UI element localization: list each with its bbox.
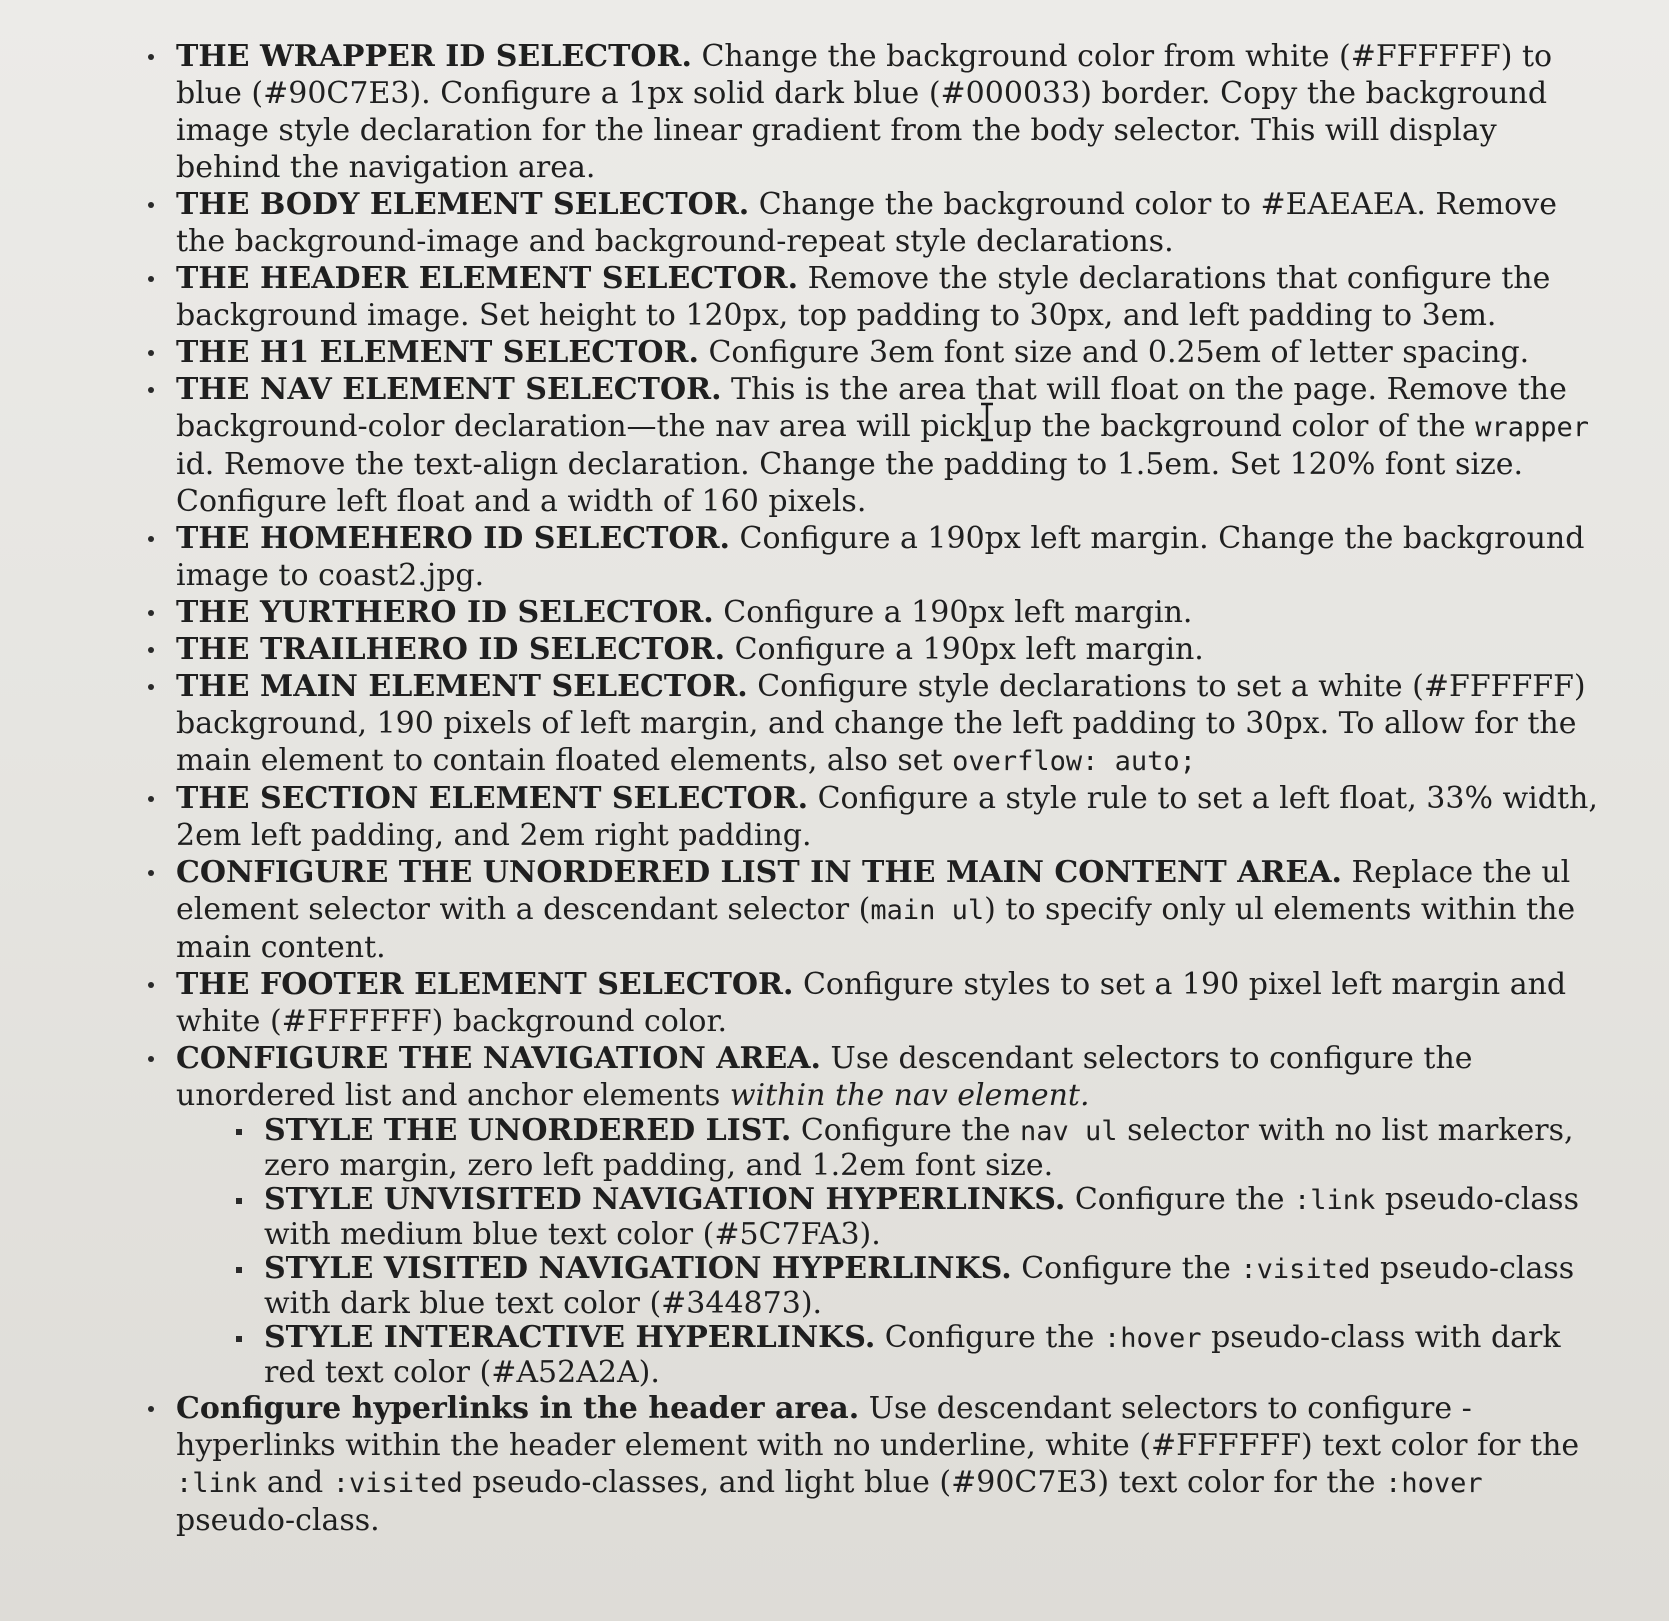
item-lead: THE BODY ELEMENT SELECTOR. xyxy=(176,187,750,222)
item-text: Configure 3em font size and 0.25em of letter spacing. xyxy=(698,335,1530,370)
item-lead: Configure hyperlinks in the header area. xyxy=(176,1391,860,1426)
item-emphasis: within the nav element. xyxy=(729,1078,1090,1113)
list-item-main xyxy=(148,668,1599,780)
list-item-h1 xyxy=(148,334,1599,371)
subitem-lead: STYLE INTERACTIVE HYPERLINKS. xyxy=(264,1320,876,1355)
sublist-item-visited xyxy=(236,1252,1599,1321)
item-lead: CONFIGURE THE NAVIGATION AREA. xyxy=(176,1041,821,1076)
list-item-main-ul xyxy=(148,854,1599,966)
subitem-code: :link xyxy=(1294,1185,1376,1216)
list-item-yurthero xyxy=(148,594,1599,631)
item-text: Replace the ul element selector with a descendant selector ( xyxy=(176,855,1571,927)
subitem-code: :hover xyxy=(1103,1323,1202,1354)
item-lead: THE TRAILHERO ID SELECTOR. xyxy=(176,632,726,667)
list-item-navigation-area xyxy=(148,1040,1599,1390)
list-item-trailhero xyxy=(148,631,1599,668)
item-lead: CONFIGURE THE UNORDERED LIST IN THE MAIN CONTENT AREA. xyxy=(176,855,1342,890)
item-lead: THE HEADER ELEMENT SELECTOR. xyxy=(176,261,799,296)
subitem-text: Configure the xyxy=(791,1113,1020,1148)
item-lead: THE H1 ELEMENT SELECTOR. xyxy=(176,335,699,370)
list-item-header xyxy=(148,260,1599,334)
item-text: Configure a 190px left margin. xyxy=(713,595,1193,630)
item-lead: THE MAIN ELEMENT SELECTOR. xyxy=(176,669,748,704)
subitem-text: pseudo-class with dark blue text color (#344873). xyxy=(264,1251,1575,1321)
instruction-list xyxy=(148,38,1599,1539)
sublist-item-link xyxy=(236,1183,1599,1252)
subitem-text: Configure the xyxy=(875,1320,1104,1355)
subitem-code: :visited xyxy=(1240,1254,1371,1285)
item-lead: THE SECTION ELEMENT SELECTOR. xyxy=(176,781,809,816)
sublist-item-hover xyxy=(236,1321,1599,1390)
item-text: Configure a style rule to set a left float, 33% width, 2em left padding, and 2em right padding. xyxy=(176,781,1598,853)
subitem-text: Configure the xyxy=(1011,1251,1241,1286)
list-item-wrapper xyxy=(148,38,1599,186)
item-code: main ul xyxy=(870,895,985,926)
item-code: :visited xyxy=(332,1468,463,1499)
item-lead: THE YURTHERO ID SELECTOR. xyxy=(176,595,714,630)
item-text: Remove the style declarations that configure the background image. Set height to 120px, top padding to 30px, and left padding to 3em. xyxy=(176,261,1551,333)
subitem-text: pseudo-class with dark red text color (#A52A2A). xyxy=(264,1320,1561,1390)
text-cursor-icon xyxy=(978,402,996,442)
subitem-lead: STYLE VISITED NAVIGATION HYPERLINKS. xyxy=(264,1251,1012,1286)
item-code: :hover xyxy=(1385,1468,1483,1499)
item-text: id. Remove the text-align declaration. Change the padding to 1.5em. Set 120% font size. Configure left float and a width of 160 pixels. xyxy=(176,447,1524,519)
list-item-header-links xyxy=(148,1390,1599,1539)
subitem-lead: STYLE UNVISITED NAVIGATION HYPERLINKS. xyxy=(264,1182,1066,1217)
item-text: and xyxy=(257,1465,333,1500)
item-text: Configure styles to set a 190 pixel left margin and white (#FFFFFF) background color. xyxy=(176,967,1567,1039)
item-text: ) to specify only ul elements within the main content. xyxy=(176,892,1576,965)
list-item-footer xyxy=(148,966,1599,1040)
item-text: This is the area that will float on the page. Remove the background-color declaration—the nav area will pick up the background color of the xyxy=(176,372,1567,444)
subitem-lead: STYLE THE UNORDERED LIST. xyxy=(264,1113,792,1148)
item-lead: THE HOMEHERO ID SELECTOR. xyxy=(176,521,730,556)
item-code: :link xyxy=(176,1468,258,1499)
subitem-text: pseudo-class with medium blue text color (#5C7FA3). xyxy=(264,1182,1579,1252)
item-text: Use descendant selectors to configure - hyperlinks within the header element with no underline, white (#FFFFFF) text color for the xyxy=(176,1391,1580,1463)
item-text: Configure a 190px left margin. Change the background image to coast2.jpg. xyxy=(176,521,1585,593)
item-text: Change the background color from white (#FFFFFF) to blue (#90C7E3). Configure a 1px solid dark blue (#000033) border. Copy the background image style declaration for the linear gradient from the body selector. This will display behind the navigation area. xyxy=(176,39,1553,185)
item-text: Change the background color to #EAEAEA. Remove the background-image and background-repeat style declarations. xyxy=(176,187,1557,259)
list-item-nav xyxy=(148,371,1599,520)
item-text: pseudo-classes, and light blue (#90C7E3) text color for the xyxy=(462,1465,1386,1500)
list-item-body xyxy=(148,186,1599,260)
item-text: Use descendant selectors to configure the unordered list and anchor elements xyxy=(176,1041,1473,1113)
navigation-sublist xyxy=(176,1114,1599,1390)
item-lead: THE NAV ELEMENT SELECTOR. xyxy=(176,372,722,407)
item-code: overflow: auto; xyxy=(952,746,1196,777)
item-text: Configure a 190px left margin. xyxy=(725,632,1204,667)
subitem-text: Configure the xyxy=(1065,1182,1294,1217)
list-item-section xyxy=(148,780,1599,854)
subitem-text: selector with no list markers, zero margin, zero left padding, and 1.2em font size. xyxy=(264,1113,1574,1183)
item-lead: THE WRAPPER ID SELECTOR. xyxy=(176,39,692,74)
item-code: wrapper xyxy=(1475,412,1589,443)
item-text: pseudo-class. xyxy=(176,1503,380,1538)
subitem-code: nav ul xyxy=(1020,1116,1118,1147)
list-item-homehero xyxy=(148,520,1599,594)
item-text: Configure style declarations to set a white (#FFFFFF) background, 190 pixels of left margin, and change the left padding to 30px. To allow for the main element to contain floated elements, also set xyxy=(176,669,1586,778)
sublist-item-ul xyxy=(236,1114,1599,1183)
item-lead: THE FOOTER ELEMENT SELECTOR. xyxy=(176,967,794,1002)
